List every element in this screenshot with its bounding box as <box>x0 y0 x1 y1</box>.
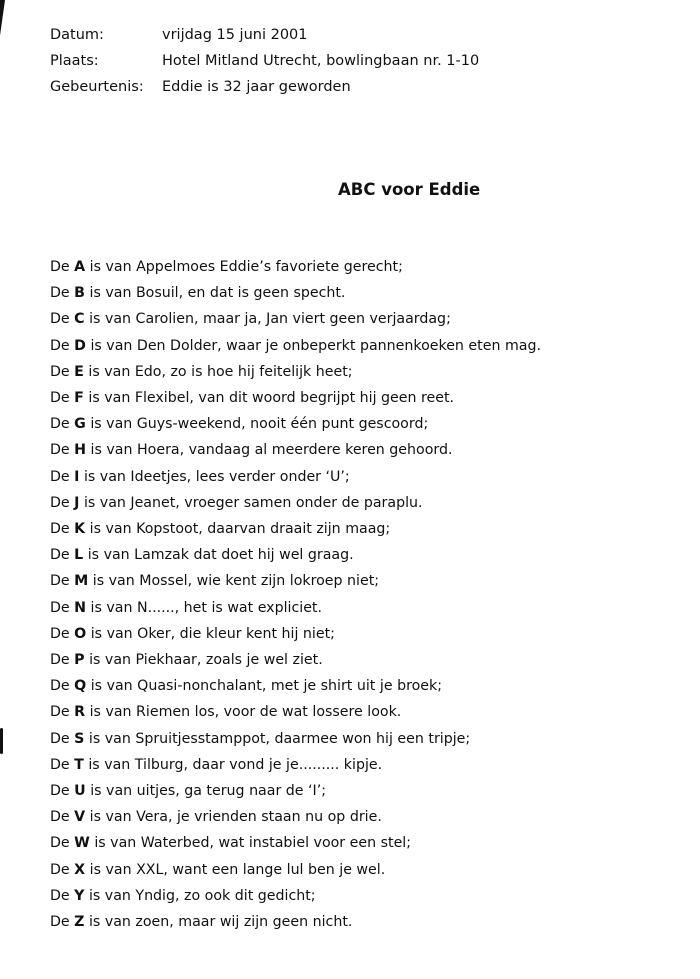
verse-line <box>50 542 541 568</box>
verse-text: is van Bosuil, en dat is geen specht. <box>85 285 346 302</box>
verse-line <box>50 254 541 280</box>
verse-prefix: De <box>50 861 75 878</box>
verse-prefix: De <box>50 809 75 826</box>
verse-letter: F <box>74 390 84 407</box>
verse-letter: G <box>74 416 86 433</box>
verse-line <box>50 726 541 752</box>
verse-letter: P <box>74 652 85 669</box>
verse-letter: Y <box>74 887 85 904</box>
verse-text: is van Kopstoot, daarvan draait zijn maag; <box>85 521 391 538</box>
verse-letter: D <box>74 337 86 354</box>
verse-line <box>50 516 541 542</box>
verse-text: is van uitjes, ga terug naar de ‘I’; <box>85 783 327 800</box>
verse-line <box>50 306 541 332</box>
verse-text: is van Oker, die kleur kent hij niet; <box>86 625 335 642</box>
verse-prefix: De <box>50 678 75 695</box>
verse-letter: S <box>74 730 85 747</box>
verse-text: is van zoen, maar wij zijn geen nicht. <box>84 914 353 931</box>
verse-line <box>50 699 541 725</box>
verse-prefix: De <box>50 494 75 511</box>
verse-letter: R <box>74 704 86 721</box>
verse-prefix: De <box>50 547 75 564</box>
verse-text: is van Flexibel, van dit woord begrijpt hij geen reet. <box>83 390 455 407</box>
verse-prefix: De <box>50 311 75 328</box>
verse-prefix: De <box>50 442 75 459</box>
verse-letter: C <box>74 311 85 328</box>
verse-text: is van Edo, zo is hoe hij feitelijk heet; <box>83 363 353 380</box>
verse-prefix: De <box>50 704 75 721</box>
verse-text: is van XXL, want een lange lul ben je wel. <box>85 861 386 878</box>
verse-prefix: De <box>50 783 75 800</box>
verse-line <box>50 804 541 830</box>
verse-line <box>50 909 541 935</box>
verse-letter: H <box>74 442 87 459</box>
scan-edge-mark <box>0 728 3 754</box>
verse-prefix: De <box>50 337 75 354</box>
poem-title: ABC voor Eddie <box>338 180 481 199</box>
verse-line <box>50 490 541 516</box>
verse-text: is van Mossel, wie kent zijn lokroep niet; <box>88 573 380 590</box>
verse-letter: I <box>74 468 80 485</box>
verse-text: is van Quasi-nonchalant, met je shirt uit je broek; <box>86 678 442 695</box>
verse-line <box>50 359 541 385</box>
verse-line <box>50 333 541 359</box>
verse-letter: N <box>74 599 87 616</box>
verse-text: is van Spruitjesstamppot, daarmee won hij een tripje; <box>84 730 471 747</box>
verse-text: is van Vera, je vrienden staan nu op drie. <box>85 809 382 826</box>
verse-text: is van Tilburg, daar vond je je......... kipje. <box>83 756 383 773</box>
verse-letter: V <box>74 809 86 826</box>
verse-line <box>50 437 541 463</box>
verse-line <box>50 857 541 883</box>
verse-letter: T <box>74 756 84 773</box>
verse-letter: X <box>74 861 86 878</box>
verse-letter: A <box>74 259 86 275</box>
meta-label: Gebeurtenis: <box>50 79 144 95</box>
verse-line <box>50 830 541 856</box>
verse-prefix: De <box>50 468 75 485</box>
verse-prefix: De <box>50 416 75 433</box>
verse-prefix: De <box>50 887 75 904</box>
verse-line <box>50 621 541 647</box>
verse-letter: E <box>74 363 84 380</box>
verse-line <box>50 385 541 411</box>
verse-line <box>50 752 541 778</box>
verse-prefix: De <box>50 625 75 642</box>
verse-letter: M <box>74 573 89 590</box>
verse-prefix: De <box>50 730 75 747</box>
verse-text: is van Waterbed, wat instabiel voor een stel; <box>89 835 412 852</box>
verse-text: is van Ideetjes, lees verder onder ‘U’; <box>79 468 350 485</box>
verse-prefix: De <box>50 652 75 669</box>
verse-text: is van Riemen los, voor de wat lossere look. <box>85 704 402 721</box>
verse-letter: K <box>74 521 86 538</box>
verse-prefix: De <box>50 259 75 275</box>
verse-prefix: De <box>50 285 75 302</box>
verse-text: is van Appelmoes Eddie’s favoriete gerecht; <box>85 259 403 275</box>
verse-text: is van Yndig, zo ook dit gedicht; <box>84 887 316 904</box>
meta-row-date <box>50 22 479 48</box>
verse-letter: U <box>74 783 86 800</box>
meta-value: Eddie is 32 jaar geworden <box>162 79 351 95</box>
meta-value: vrijdag 15 juni 2001 <box>162 27 308 43</box>
verse-letter: Q <box>74 678 87 695</box>
verse-prefix: De <box>50 835 75 852</box>
verse-letter: L <box>74 547 84 564</box>
verse-prefix: De <box>50 573 75 590</box>
meta-value: Hotel Mitland Utrecht, bowlingbaan nr. 1-10 <box>162 53 480 69</box>
verse-letter: J <box>74 494 80 511</box>
verse-line <box>50 883 541 909</box>
verse-line <box>50 647 541 673</box>
verse-letter: B <box>74 285 85 302</box>
verse-text: is van Piekhaar, zoals je wel ziet. <box>84 652 323 669</box>
verse-prefix: De <box>50 914 75 931</box>
verse-letter: W <box>74 835 90 852</box>
verse-line <box>50 778 541 804</box>
verse-line <box>50 464 541 490</box>
verse-text: is van Jeanet, vroeger samen onder de paraplu. <box>79 494 423 511</box>
verse-prefix: De <box>50 756 75 773</box>
event-details <box>50 22 479 100</box>
verse-prefix: De <box>50 599 75 616</box>
scan-edge-mark <box>0 0 5 36</box>
meta-label: Datum: <box>50 27 104 43</box>
verse-prefix: De <box>50 521 75 538</box>
verse-text: is van N......, het is wat expliciet. <box>86 599 322 616</box>
verse-text: is van Den Dolder, waar je onbeperkt pannenkoeken eten mag. <box>85 337 541 354</box>
meta-row-event <box>50 74 479 100</box>
verse-prefix: De <box>50 390 75 407</box>
verse-letter: Z <box>74 914 85 931</box>
verse-line <box>50 280 541 306</box>
verse-text: is van Carolien, maar ja, Jan viert geen verjaardag; <box>84 311 451 328</box>
verse-line <box>50 595 541 621</box>
verse-prefix: De <box>50 363 75 380</box>
verse-line <box>50 673 541 699</box>
verse-text: is van Lamzak dat doet hij wel graag. <box>83 547 354 564</box>
verse-letter: O <box>74 625 87 642</box>
verse-line <box>50 411 541 437</box>
verse-text: is van Guys-weekend, nooit één punt gescoord; <box>85 416 429 433</box>
poem-verses <box>50 254 541 935</box>
verse-text: is van Hoera, vandaag al meerdere keren gehoord. <box>86 442 453 459</box>
verse-line <box>50 568 541 594</box>
meta-label: Plaats: <box>50 53 99 69</box>
meta-row-place <box>50 48 479 74</box>
